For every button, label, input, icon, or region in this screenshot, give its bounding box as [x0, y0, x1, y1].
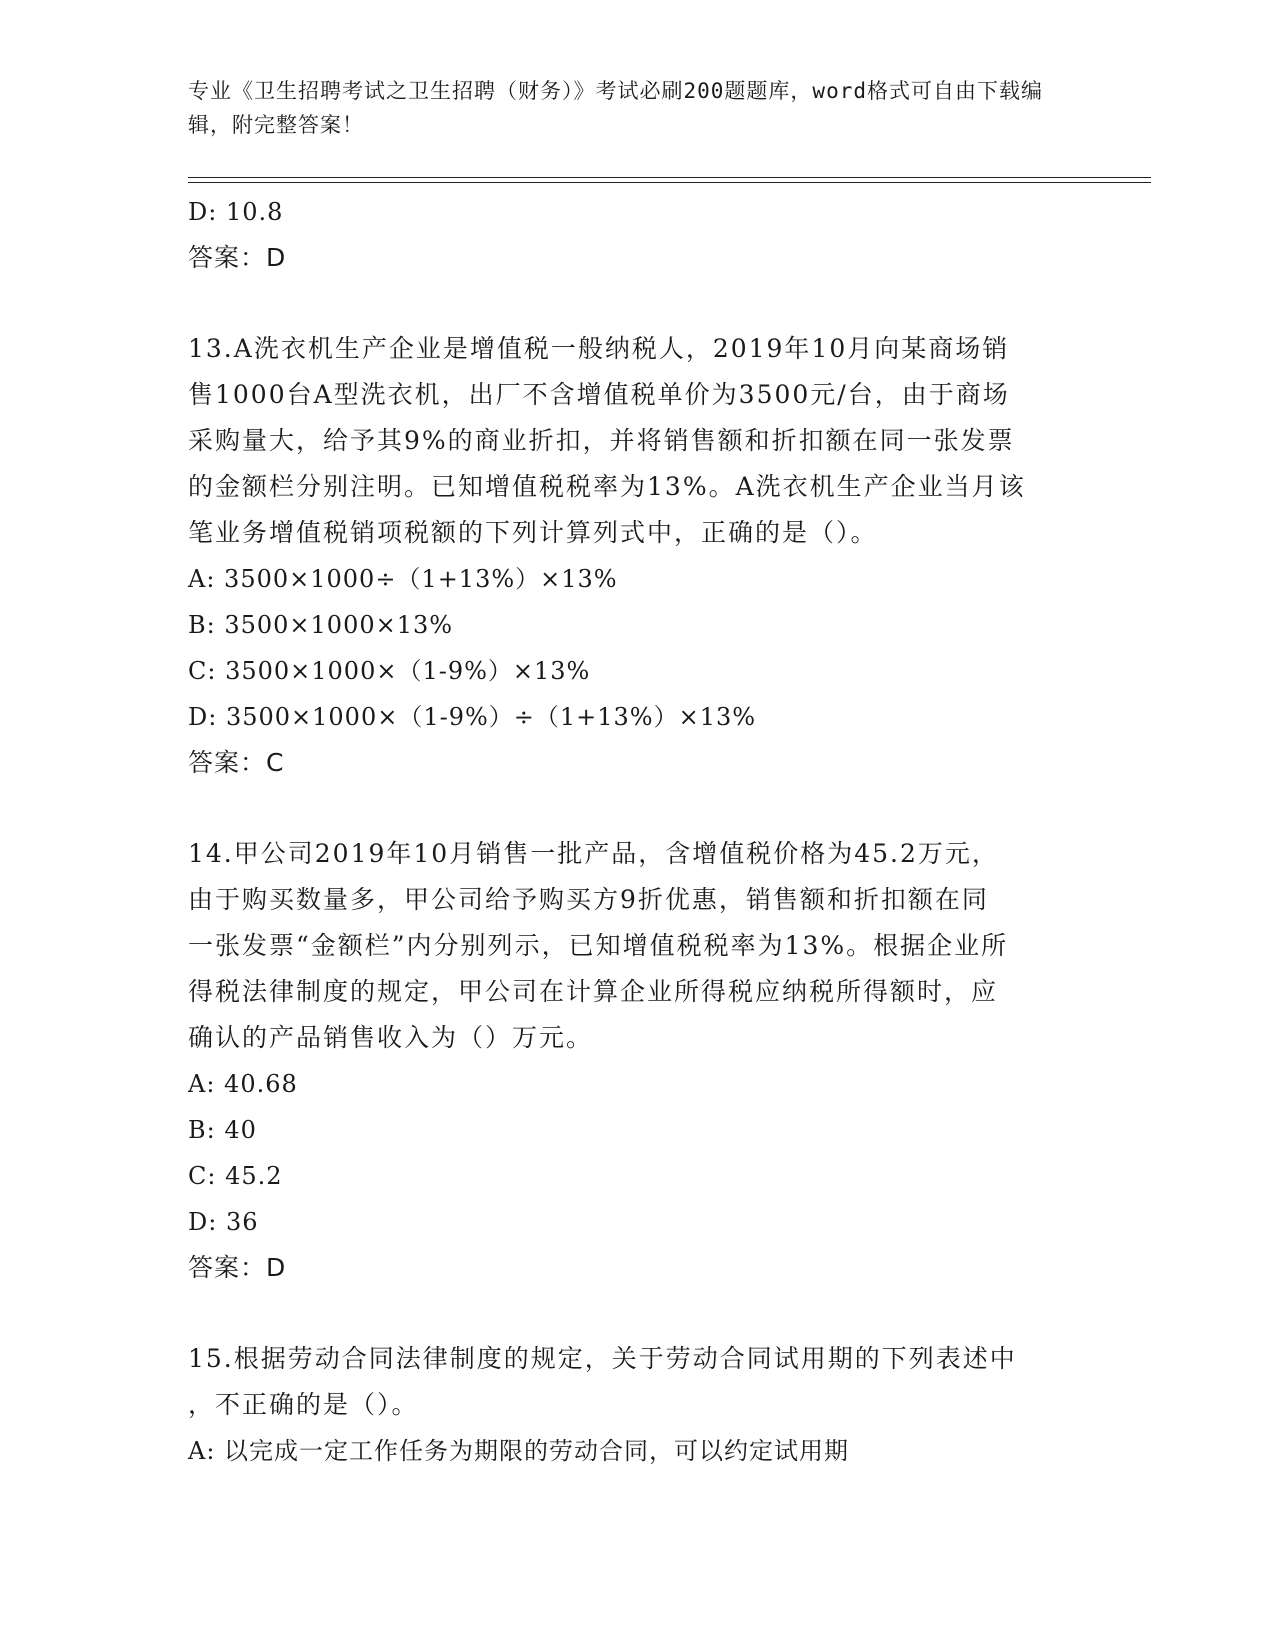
- option-b: B: 40: [188, 1116, 257, 1144]
- option-a: A: 3500×1000÷（1+13%）×13%: [188, 565, 618, 593]
- option-c: C: 3500×1000×（1-9%）×13%: [188, 657, 591, 685]
- question-line: 售1000台A型洗衣机，出厂不含增值税单价为3500元/台，由于商场: [188, 380, 1010, 409]
- document-body: [188, 189, 1088, 1474]
- option-a: A: 以完成一定工作任务为期限的劳动合同，可以约定试用期: [188, 1437, 850, 1465]
- question-line: 13.A洗衣机生产企业是增值税一般纳税人，2019年10月向某商场销: [188, 334, 1010, 363]
- question-line: 14.甲公司2019年10月销售一批产品，含增值税价格为45.2万元，: [188, 839, 999, 868]
- question-14: [188, 831, 1088, 1291]
- prev-answer: 答案：D: [188, 243, 287, 272]
- spacer: [188, 786, 1088, 831]
- question-line: 15.根据劳动合同法律制度的规定，关于劳动合同试用期的下列表述中: [188, 1344, 1017, 1373]
- question-13: [188, 326, 1088, 786]
- answer: 答案：D: [188, 1253, 287, 1282]
- question-line: 笔业务增值税销项税额的下列计算列式中，正确的是（）。: [188, 518, 878, 547]
- question-line: 一张发票“金额栏”内分别列示，已知增值税税率为13%。根据企业所: [188, 931, 1009, 960]
- header-text: 专业《卫生招聘考试之卫生招聘（财务）》考试必刷200题题库，word格式可自由下载编辑，附完整答案！: [188, 79, 1043, 137]
- option-a: A: 40.68: [188, 1070, 298, 1098]
- question-line: ，不正确的是（）。: [188, 1390, 419, 1419]
- spacer: [188, 1291, 1088, 1336]
- option-d: D: 36: [188, 1208, 259, 1236]
- header-rule-bottom: [188, 182, 1151, 183]
- question-line: 得税法律制度的规定，甲公司在计算企业所得税应纳税所得额时，应: [188, 977, 999, 1006]
- option-b: B: 3500×1000×13%: [188, 611, 454, 639]
- document-header: [188, 74, 1068, 142]
- question-15: [188, 1336, 1088, 1474]
- option-d: D: 3500×1000×（1-9%）÷（1+13%）×13%: [188, 703, 757, 731]
- question-line: 采购量大，给予其9%的商业折扣，并将销售额和折扣额在同一张发票: [188, 426, 1015, 455]
- spacer: [188, 281, 1088, 326]
- option-c: C: 45.2: [188, 1162, 283, 1190]
- question-line: 由于购买数量多，甲公司给予购买方9折优惠，销售额和折扣额在同: [188, 885, 989, 914]
- answer: 答案：C: [188, 748, 285, 777]
- question-line: 确认的产品销售收入为（）万元。: [188, 1023, 594, 1052]
- question-line: 的金额栏分别注明。已知增值税税率为13%。A洗衣机生产企业当月该: [188, 472, 1026, 501]
- header-rule-top: [188, 177, 1151, 178]
- prev-option-d: D: 10.8: [188, 198, 284, 226]
